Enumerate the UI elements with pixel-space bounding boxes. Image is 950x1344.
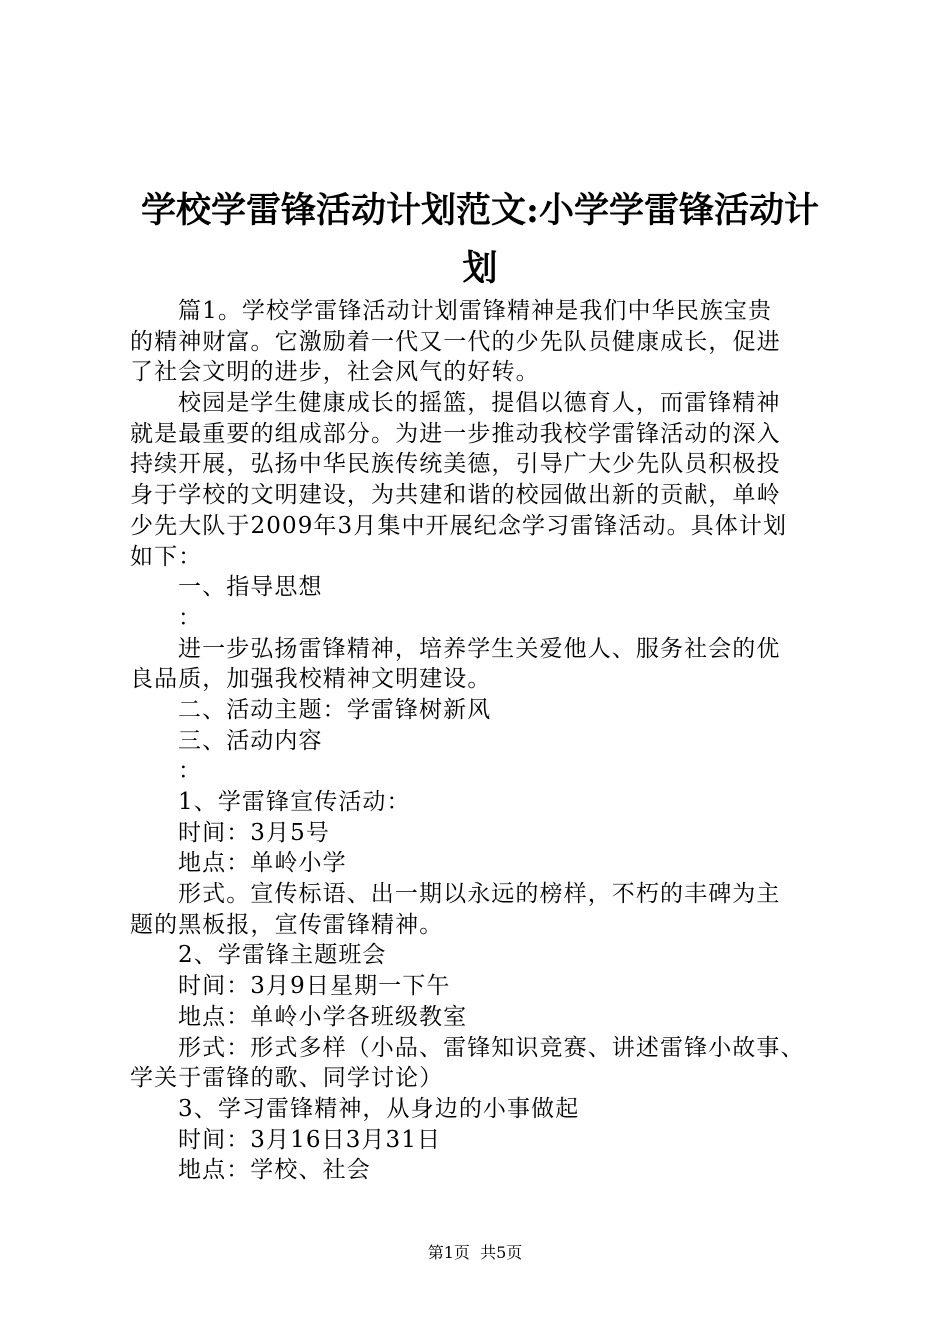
text-line: 时间：3月9日星期一下午 [178,973,451,1000]
text-line: 三、活动内容 [178,727,323,754]
text-line: 二、活动主题：学雷锋树新风 [178,696,492,723]
text-line: ： [178,758,203,785]
text-line: 篇1。学校学雷锋活动计划雷锋精神是我们中华民族宝贵 [178,298,773,324]
text-line: 进一步弘扬雷锋精神，培养学生关爱他人、服务社会的优 [178,635,781,662]
document-body [130,296,830,1186]
text-line: 时间：3月16日3月31日 [178,1126,442,1153]
document-title-line-2: 划 [462,248,498,289]
text-line: 1、学雷锋宣传活动： [178,789,411,815]
text-line: 题的黑板报，宣传雷锋精神。 [130,911,444,938]
text-line: 地点：单岭小学 [178,850,347,877]
text-line: 2、学雷锋主题班会 [178,942,387,969]
text-line: 3、学习雷锋精神，从身边的小事做起 [178,1095,580,1122]
text-line: 如下： [130,543,203,570]
page-footer: 第1页 共5页 [427,1243,523,1262]
text-line: 学关于雷锋的歌、同学讨论） [130,1065,444,1092]
text-line: 身于学校的文明建设，为共建和谐的校园做出新的贡献，单岭 [130,482,781,509]
text-line: 了社会文明的进步，社会风气的好转。 [130,359,540,386]
text-line: 地点：学校、社会 [178,1157,371,1184]
text-line: 形式：形式多样（小品、雷锋知识竞赛、讲述雷锋小故事、 [178,1034,805,1061]
document-title-line-1: 学校学雷锋活动计划范文:小学学雷锋活动计 [141,190,819,231]
text-line: ： [178,604,203,631]
text-line: 时间：3月5号 [178,819,330,846]
text-line: 少先大队于2009年3月集中开展纪念学习雷锋活动。具体计划 [130,512,788,539]
text-line: 一、指导思想 [178,574,323,601]
text-line: 良品质，加强我校精神文明建设。 [130,666,492,693]
text-line: 的精神财富。它激励着一代又一代的少先队员健康成长，促进 [130,328,781,355]
text-line: 形式。宣传标语、出一期以永远的榜样，不朽的丰碑为主 [178,881,781,908]
text-line: 地点：单岭小学各班级教室 [178,1003,468,1030]
text-line: 校园是学生健康成长的摇篮，提倡以德育人，而雷锋精神 [178,390,781,417]
text-line: 就是最重要的组成部分。为进一步推动我校学雷锋活动的深入 [130,420,781,447]
text-line: 持续开展，弘扬中华民族传统美德，引导广大少先队员积极投 [130,451,781,478]
